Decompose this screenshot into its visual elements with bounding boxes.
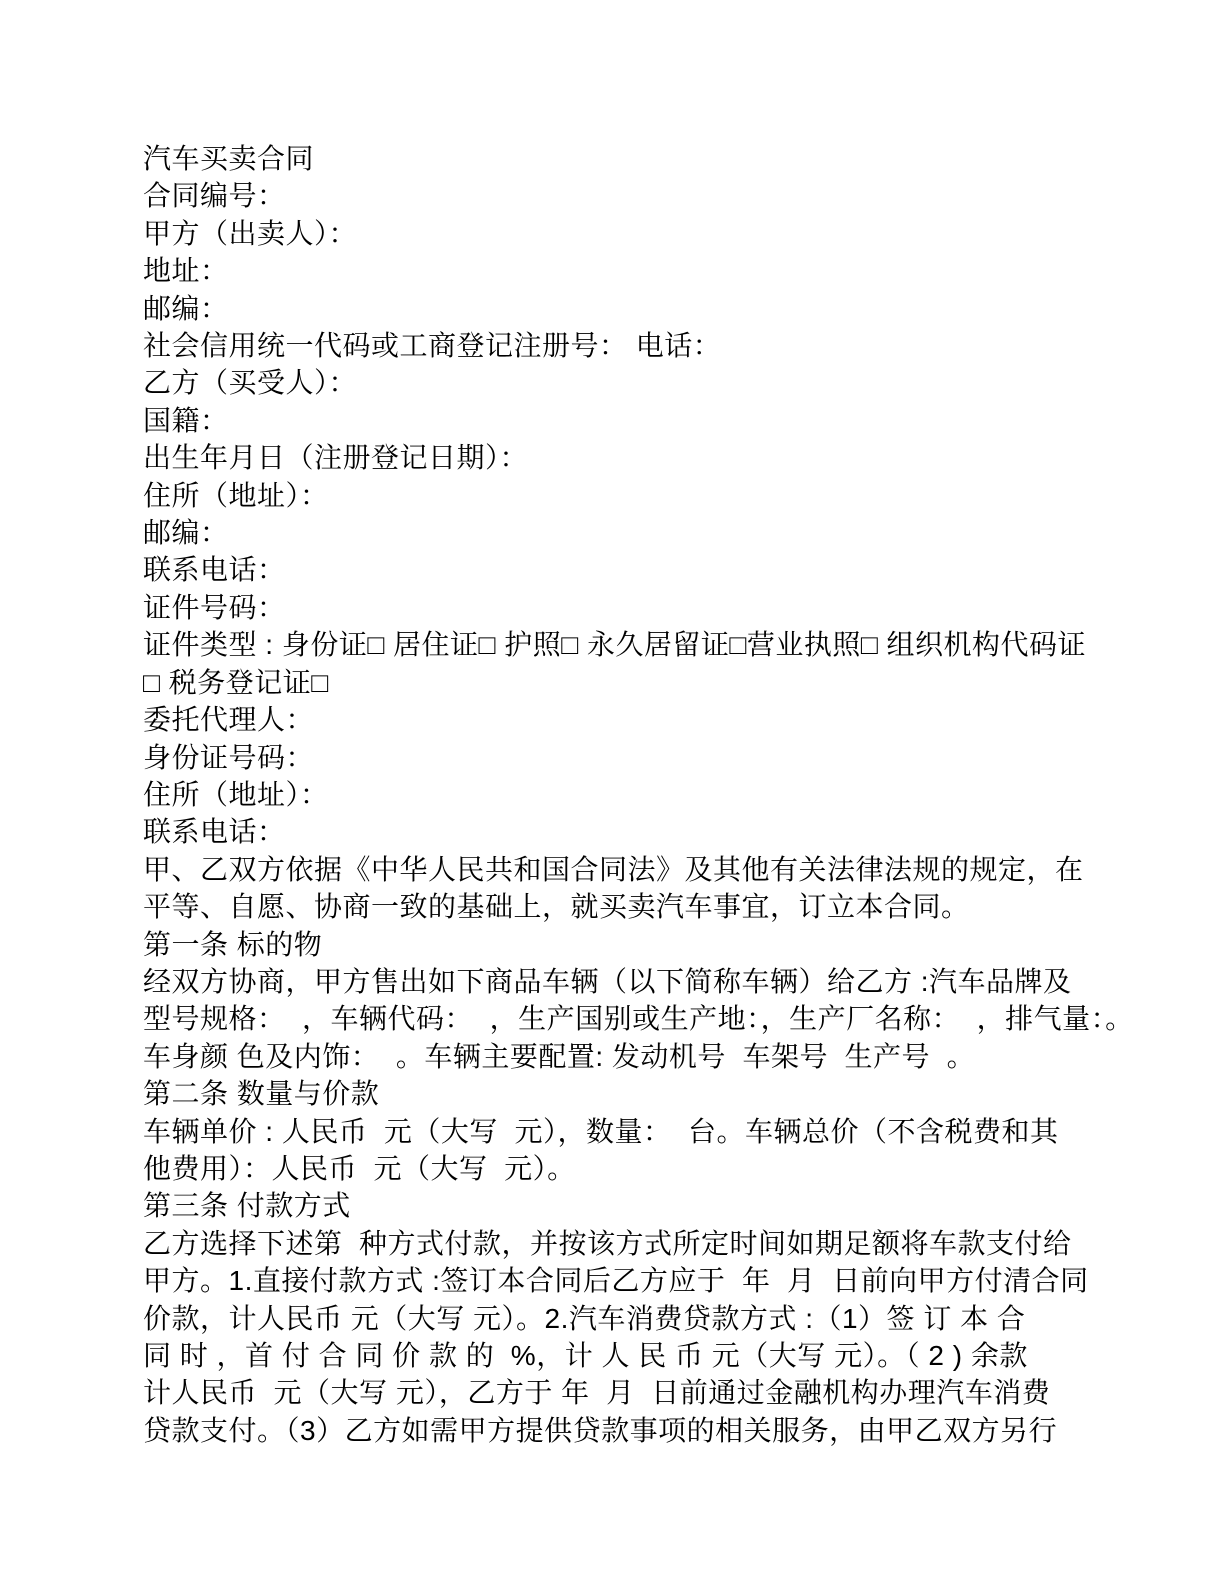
contract-line: 证件类型 : 身份证□ 居住证□ 护照□ 永久居留证□营业执照□ 组织机构代码证 (143, 629, 1087, 661)
contract-line: 平等、自愿、协商一致的基础上，就买卖汽车事宜，订立本合同。 (143, 891, 970, 923)
contract-line: 身份证号码： (143, 741, 315, 773)
contract-line: 汽车买卖合同 (143, 143, 315, 174)
contract-line: 联系电话： (143, 816, 286, 848)
contract-line: 出生年月日（注册登记日期）： (143, 442, 529, 474)
contract-line: □ 税务登记证□ (143, 666, 329, 698)
contract-line: 型号规格： ，车辆代码： ，生产国别或生产地：，生产厂名称： ，排气量：。 (143, 1003, 1134, 1035)
contract-line: 第一条 标的物 (143, 928, 323, 960)
contract-line: 计人民币 元（大写 元），乙方于 年 月 日前通过金融机构办理汽车消费 (143, 1377, 1051, 1409)
contract-line: 住所（地址）： (143, 479, 329, 511)
contract-line: 社会信用统一代码或工商登记注册号： 电话： (143, 330, 722, 362)
contract-line: 证件号码： (143, 591, 286, 623)
contract-line: 合同编号： (143, 180, 286, 212)
contract-line: 邮编： (143, 292, 229, 324)
contract-line: 车身颜 色及内饰： 。车辆主要配置: 发动机号 车架号 生产号 。 (143, 1040, 976, 1072)
contract-line: 乙方选择下述第 种方式付款，并按该方式所定时间如期足额将车款支付给 (143, 1227, 1072, 1259)
contract-line: 乙方（买受人）： (143, 367, 358, 399)
contract-line: 委托代理人： (143, 704, 315, 736)
contract-line: 第二条 数量与价款 (143, 1078, 380, 1110)
contract-line: 同 时 ，首 付 合 同 价 款 的 %，计 人 民 币 元（大写 元）。（ 2 ) 余款 (143, 1340, 1028, 1371)
contract-line: 甲方。1.直接付款方式 :签订本合同后乙方应于 年 月 日前向甲方付清合同 (143, 1265, 1089, 1297)
contract-line: 地址： (143, 255, 229, 287)
contract-line: 价款，计人民币 元（大写 元）。2.汽车消费贷款方式 :（1）签 订 本 合 (143, 1302, 1026, 1334)
contract-line: 经双方协商，甲方售出如下商品车辆（以下简称车辆）给乙方 :汽车品牌及 (143, 965, 1072, 997)
contract-line: 国籍： (143, 404, 229, 436)
contract-line: 贷款支付。（3）乙方如需甲方提供贷款事项的相关服务，由甲乙双方另行 (143, 1414, 1058, 1446)
contract-line: 甲、乙双方依据《中华人民共和国合同法》及其他有关法律法规的规定，在 (143, 853, 1084, 885)
contract-line: 甲方（出卖人）： (143, 217, 358, 249)
contract-line: 住所（地址）： (143, 778, 329, 810)
contract-line: 联系电话： (143, 554, 286, 586)
contract-text (143, 140, 1134, 1449)
contract-line: 第三条 付款方式 (143, 1190, 351, 1222)
contract-line: 邮编： (143, 517, 229, 549)
contract-line: 他费用）：人民币 元（大写 元）。 (143, 1152, 576, 1184)
contract-line: 车辆单价 : 人民币 元（大写 元），数量： 台。车辆总价（不含税费和其 (143, 1115, 1059, 1147)
